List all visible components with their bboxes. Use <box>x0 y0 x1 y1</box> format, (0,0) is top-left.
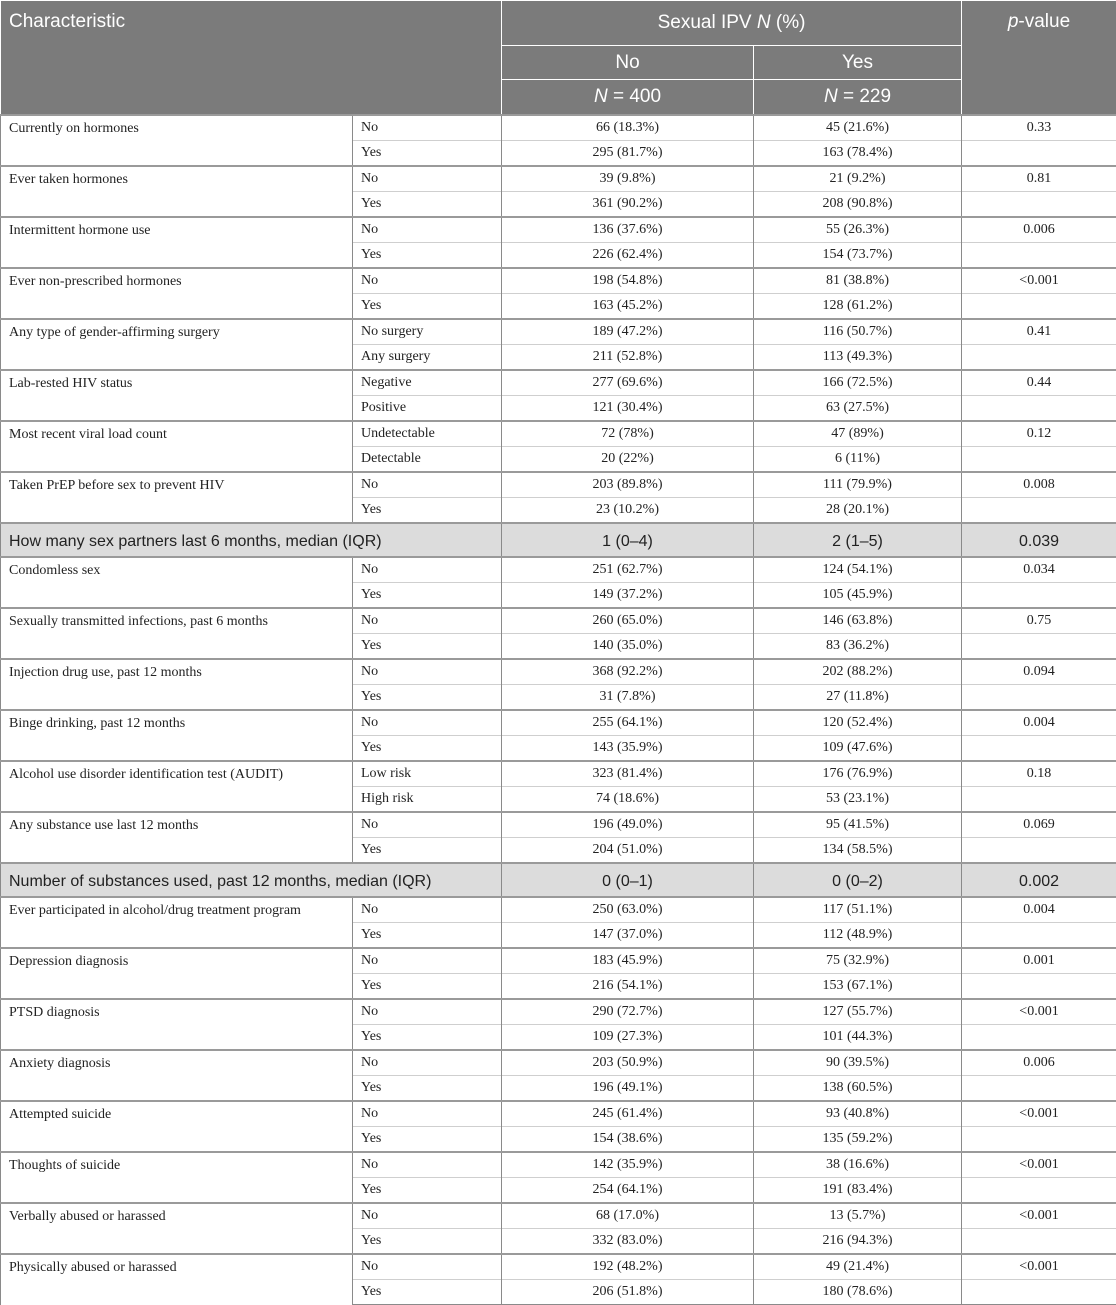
level-label: High risk <box>353 787 502 813</box>
median-row <box>1 523 1116 557</box>
characteristic-label: Ever non-prescribed hormones <box>1 268 353 319</box>
no-value: 255 (64.1%) <box>502 710 754 736</box>
p-value <box>962 498 1116 524</box>
table-row <box>1 710 1116 736</box>
no-value: 31 (7.8%) <box>502 685 754 711</box>
yes-value: 135 (59.2%) <box>754 1127 962 1153</box>
yes-value: 120 (52.4%) <box>754 710 962 736</box>
level-label: No <box>353 557 502 583</box>
characteristic-label: Injection drug use, past 12 months <box>1 659 353 710</box>
yes-value: 75 (32.9%) <box>754 948 962 974</box>
p-value <box>962 583 1116 609</box>
p-value: 0.069 <box>962 812 1116 838</box>
p-value: <0.001 <box>962 268 1116 294</box>
level-label: Yes <box>353 685 502 711</box>
yes-value: 63 (27.5%) <box>754 396 962 422</box>
table-row <box>1 421 1116 447</box>
level-label: Low risk <box>353 761 502 787</box>
no-value: 206 (51.8%) <box>502 1280 754 1305</box>
n-no-header: N = 400 <box>502 80 754 116</box>
characteristic-label: Alcohol use disorder identification test (AUDIT) <box>1 761 353 812</box>
yes-value: 90 (39.5%) <box>754 1050 962 1076</box>
yes-value: 124 (54.1%) <box>754 557 962 583</box>
level-label: No <box>353 217 502 243</box>
p-value: 0.33 <box>962 115 1116 141</box>
no-value: 254 (64.1%) <box>502 1178 754 1204</box>
yes-value: 180 (78.6%) <box>754 1280 962 1305</box>
table-row <box>1 268 1116 294</box>
p-value <box>962 192 1116 218</box>
no-value: 192 (48.2%) <box>502 1254 754 1280</box>
yes-value: 13 (5.7%) <box>754 1203 962 1229</box>
no-value: 332 (83.0%) <box>502 1229 754 1255</box>
level-label: Yes <box>353 1229 502 1255</box>
yes-value: 101 (44.3%) <box>754 1025 962 1051</box>
yes-value: 45 (21.6%) <box>754 115 962 141</box>
p-value <box>962 1127 1116 1153</box>
characteristic-header: Characteristic <box>1 1 502 116</box>
p-value <box>962 243 1116 269</box>
yes-value: 113 (49.3%) <box>754 345 962 371</box>
no-value: 154 (38.6%) <box>502 1127 754 1153</box>
level-label: Positive <box>353 396 502 422</box>
table-body <box>1 115 1116 1305</box>
table-row <box>1 999 1116 1025</box>
no-column-header: No <box>502 46 754 80</box>
yes-value: 202 (88.2%) <box>754 659 962 685</box>
median-no-value: 0 (0–1) <box>502 863 754 897</box>
yes-value: 81 (38.8%) <box>754 268 962 294</box>
yes-value: 116 (50.7%) <box>754 319 962 345</box>
characteristic-label: Intermittent hormone use <box>1 217 353 268</box>
characteristic-label: PTSD diagnosis <box>1 999 353 1050</box>
table-row <box>1 1101 1116 1127</box>
yes-value: 127 (55.7%) <box>754 999 962 1025</box>
yes-value: 49 (21.4%) <box>754 1254 962 1280</box>
no-value: 277 (69.6%) <box>502 370 754 396</box>
p-value: 0.094 <box>962 659 1116 685</box>
p-value <box>962 1229 1116 1255</box>
n-yes-header: N = 229 <box>754 80 962 116</box>
level-label: No <box>353 897 502 923</box>
level-label: Yes <box>353 1025 502 1051</box>
p-value: <0.001 <box>962 1254 1116 1280</box>
table-header <box>1 1 1116 116</box>
characteristic-label: Any type of gender-affirming surgery <box>1 319 353 370</box>
no-value: 198 (54.8%) <box>502 268 754 294</box>
characteristic-label: Currently on hormones <box>1 115 353 166</box>
p-value: 0.18 <box>962 761 1116 787</box>
characteristic-label: Verbally abused or harassed <box>1 1203 353 1254</box>
table-row <box>1 761 1116 787</box>
yes-value: 111 (79.9%) <box>754 472 962 498</box>
characteristic-label: Thoughts of suicide <box>1 1152 353 1203</box>
table-row <box>1 166 1116 192</box>
no-value: 143 (35.9%) <box>502 736 754 762</box>
p-value: <0.001 <box>962 1203 1116 1229</box>
level-label: No <box>353 999 502 1025</box>
p-value <box>962 838 1116 864</box>
p-value <box>962 1178 1116 1204</box>
table-row <box>1 1203 1116 1229</box>
yes-value: 191 (83.4%) <box>754 1178 962 1204</box>
table-row <box>1 370 1116 396</box>
level-label: No <box>353 1101 502 1127</box>
characteristic-label: Ever participated in alcohol/drug treatment program <box>1 897 353 948</box>
no-value: 323 (81.4%) <box>502 761 754 787</box>
no-value: 109 (27.3%) <box>502 1025 754 1051</box>
p-value <box>962 447 1116 473</box>
yes-value: 128 (61.2%) <box>754 294 962 320</box>
table-row <box>1 608 1116 634</box>
characteristic-label: Lab-rested HIV status <box>1 370 353 421</box>
yes-value: 53 (23.1%) <box>754 787 962 813</box>
median-row <box>1 863 1116 897</box>
p-value <box>962 923 1116 949</box>
yes-value: 112 (48.9%) <box>754 923 962 949</box>
no-value: 39 (9.8%) <box>502 166 754 192</box>
yes-value: 109 (47.6%) <box>754 736 962 762</box>
table-row <box>1 897 1116 923</box>
p-value: 0.41 <box>962 319 1116 345</box>
yes-value: 47 (89%) <box>754 421 962 447</box>
p-value: 0.12 <box>962 421 1116 447</box>
no-value: 368 (92.2%) <box>502 659 754 685</box>
no-value: 72 (78%) <box>502 421 754 447</box>
yes-value: 27 (11.8%) <box>754 685 962 711</box>
characteristic-label: Ever taken hormones <box>1 166 353 217</box>
no-value: 142 (35.9%) <box>502 1152 754 1178</box>
yes-value: 153 (67.1%) <box>754 974 962 1000</box>
level-label: Yes <box>353 923 502 949</box>
no-value: 196 (49.1%) <box>502 1076 754 1102</box>
yes-value: 138 (60.5%) <box>754 1076 962 1102</box>
no-value: 196 (49.0%) <box>502 812 754 838</box>
no-value: 203 (50.9%) <box>502 1050 754 1076</box>
no-value: 121 (30.4%) <box>502 396 754 422</box>
characteristic-label: Condomless sex <box>1 557 353 608</box>
p-value: <0.001 <box>962 1101 1116 1127</box>
p-value <box>962 1076 1116 1102</box>
table-row <box>1 557 1116 583</box>
p-value <box>962 294 1116 320</box>
no-value: 183 (45.9%) <box>502 948 754 974</box>
no-value: 361 (90.2%) <box>502 192 754 218</box>
level-label: No <box>353 1203 502 1229</box>
no-value: 203 (89.8%) <box>502 472 754 498</box>
level-label: No <box>353 812 502 838</box>
median-label: How many sex partners last 6 months, median (IQR) <box>1 523 502 557</box>
characteristic-label: Anxiety diagnosis <box>1 1050 353 1101</box>
characteristic-label: Sexually transmitted infections, past 6 months <box>1 608 353 659</box>
level-label: Detectable <box>353 447 502 473</box>
p-value: 0.034 <box>962 557 1116 583</box>
yes-column-header: Yes <box>754 46 962 80</box>
level-label: No <box>353 948 502 974</box>
no-value: 260 (65.0%) <box>502 608 754 634</box>
p-value <box>962 1025 1116 1051</box>
table-row <box>1 812 1116 838</box>
yes-value: 154 (73.7%) <box>754 243 962 269</box>
no-value: 290 (72.7%) <box>502 999 754 1025</box>
no-value: 149 (37.2%) <box>502 583 754 609</box>
p-value <box>962 1280 1116 1305</box>
level-label: No <box>353 115 502 141</box>
table-row <box>1 948 1116 974</box>
level-label: Yes <box>353 1280 502 1305</box>
no-value: 68 (17.0%) <box>502 1203 754 1229</box>
no-value: 226 (62.4%) <box>502 243 754 269</box>
level-label: Yes <box>353 838 502 864</box>
no-value: 251 (62.7%) <box>502 557 754 583</box>
level-label: Yes <box>353 243 502 269</box>
yes-value: 216 (94.3%) <box>754 1229 962 1255</box>
yes-value: 38 (16.6%) <box>754 1152 962 1178</box>
no-value: 245 (61.4%) <box>502 1101 754 1127</box>
table-row <box>1 472 1116 498</box>
p-value <box>962 974 1116 1000</box>
no-value: 140 (35.0%) <box>502 634 754 660</box>
p-value <box>962 634 1116 660</box>
no-value: 295 (81.7%) <box>502 141 754 167</box>
no-value: 163 (45.2%) <box>502 294 754 320</box>
p-value: 0.004 <box>962 710 1116 736</box>
level-label: Any surgery <box>353 345 502 371</box>
yes-value: 21 (9.2%) <box>754 166 962 192</box>
p-value <box>962 396 1116 422</box>
level-label: No <box>353 268 502 294</box>
level-label: Yes <box>353 192 502 218</box>
characteristic-label: Any substance use last 12 months <box>1 812 353 863</box>
no-value: 216 (54.1%) <box>502 974 754 1000</box>
no-value: 250 (63.0%) <box>502 897 754 923</box>
median-yes-value: 0 (0–2) <box>754 863 962 897</box>
median-label: Number of substances used, past 12 months, median (IQR) <box>1 863 502 897</box>
p-value <box>962 345 1116 371</box>
level-label: Yes <box>353 141 502 167</box>
pvalue-header: p-value <box>962 1 1116 116</box>
yes-value: 176 (76.9%) <box>754 761 962 787</box>
level-label: No <box>353 659 502 685</box>
yes-value: 208 (90.8%) <box>754 192 962 218</box>
median-p-value: 0.039 <box>962 523 1116 557</box>
yes-value: 55 (26.3%) <box>754 217 962 243</box>
p-value <box>962 141 1116 167</box>
p-value <box>962 685 1116 711</box>
p-value: 0.004 <box>962 897 1116 923</box>
yes-value: 134 (58.5%) <box>754 838 962 864</box>
yes-value: 163 (78.4%) <box>754 141 962 167</box>
no-value: 20 (22%) <box>502 447 754 473</box>
level-label: No <box>353 1050 502 1076</box>
level-label: No <box>353 710 502 736</box>
no-value: 147 (37.0%) <box>502 923 754 949</box>
no-value: 211 (52.8%) <box>502 345 754 371</box>
table-row <box>1 659 1116 685</box>
level-label: No surgery <box>353 319 502 345</box>
p-value: 0.75 <box>962 608 1116 634</box>
characteristic-label: Physically abused or harassed <box>1 1254 353 1305</box>
yes-value: 146 (63.8%) <box>754 608 962 634</box>
yes-value: 28 (20.1%) <box>754 498 962 524</box>
characteristic-label: Taken PrEP before sex to prevent HIV <box>1 472 353 523</box>
level-label: Negative <box>353 370 502 396</box>
median-yes-value: 2 (1–5) <box>754 523 962 557</box>
table-row <box>1 1152 1116 1178</box>
no-value: 189 (47.2%) <box>502 319 754 345</box>
level-label: No <box>353 608 502 634</box>
characteristic-label: Binge drinking, past 12 months <box>1 710 353 761</box>
table-row <box>1 217 1116 243</box>
table-row <box>1 1050 1116 1076</box>
characteristic-label: Attempted suicide <box>1 1101 353 1152</box>
level-label: Yes <box>353 1127 502 1153</box>
p-value <box>962 736 1116 762</box>
table-row <box>1 319 1116 345</box>
level-label: Yes <box>353 583 502 609</box>
characteristic-label: Depression diagnosis <box>1 948 353 999</box>
no-value: 204 (51.0%) <box>502 838 754 864</box>
level-label: Yes <box>353 974 502 1000</box>
p-value: 0.81 <box>962 166 1116 192</box>
p-value: 0.001 <box>962 948 1116 974</box>
table-row <box>1 115 1116 141</box>
yes-value: 93 (40.8%) <box>754 1101 962 1127</box>
level-label: No <box>353 1254 502 1280</box>
level-label: Yes <box>353 634 502 660</box>
table-row <box>1 1254 1116 1280</box>
yes-value: 95 (41.5%) <box>754 812 962 838</box>
yes-value: 6 (11%) <box>754 447 962 473</box>
yes-value: 166 (72.5%) <box>754 370 962 396</box>
no-value: 23 (10.2%) <box>502 498 754 524</box>
level-label: Yes <box>353 1076 502 1102</box>
no-value: 136 (37.6%) <box>502 217 754 243</box>
p-value: 0.006 <box>962 217 1116 243</box>
sexual-ipv-header: Sexual IPV N (%) <box>502 1 962 46</box>
median-p-value: 0.002 <box>962 863 1116 897</box>
no-value: 74 (18.6%) <box>502 787 754 813</box>
median-no-value: 1 (0–4) <box>502 523 754 557</box>
no-value: 66 (18.3%) <box>502 115 754 141</box>
p-value: <0.001 <box>962 999 1116 1025</box>
yes-value: 105 (45.9%) <box>754 583 962 609</box>
p-value: 0.44 <box>962 370 1116 396</box>
level-label: No <box>353 1152 502 1178</box>
yes-value: 83 (36.2%) <box>754 634 962 660</box>
p-value: <0.001 <box>962 1152 1116 1178</box>
level-label: No <box>353 166 502 192</box>
p-value <box>962 787 1116 813</box>
level-label: Undetectable <box>353 421 502 447</box>
level-label: Yes <box>353 736 502 762</box>
p-value: 0.006 <box>962 1050 1116 1076</box>
level-label: No <box>353 472 502 498</box>
p-value: 0.008 <box>962 472 1116 498</box>
characteristic-label: Most recent viral load count <box>1 421 353 472</box>
yes-value: 117 (51.1%) <box>754 897 962 923</box>
level-label: Yes <box>353 1178 502 1204</box>
level-label: Yes <box>353 498 502 524</box>
level-label: Yes <box>353 294 502 320</box>
